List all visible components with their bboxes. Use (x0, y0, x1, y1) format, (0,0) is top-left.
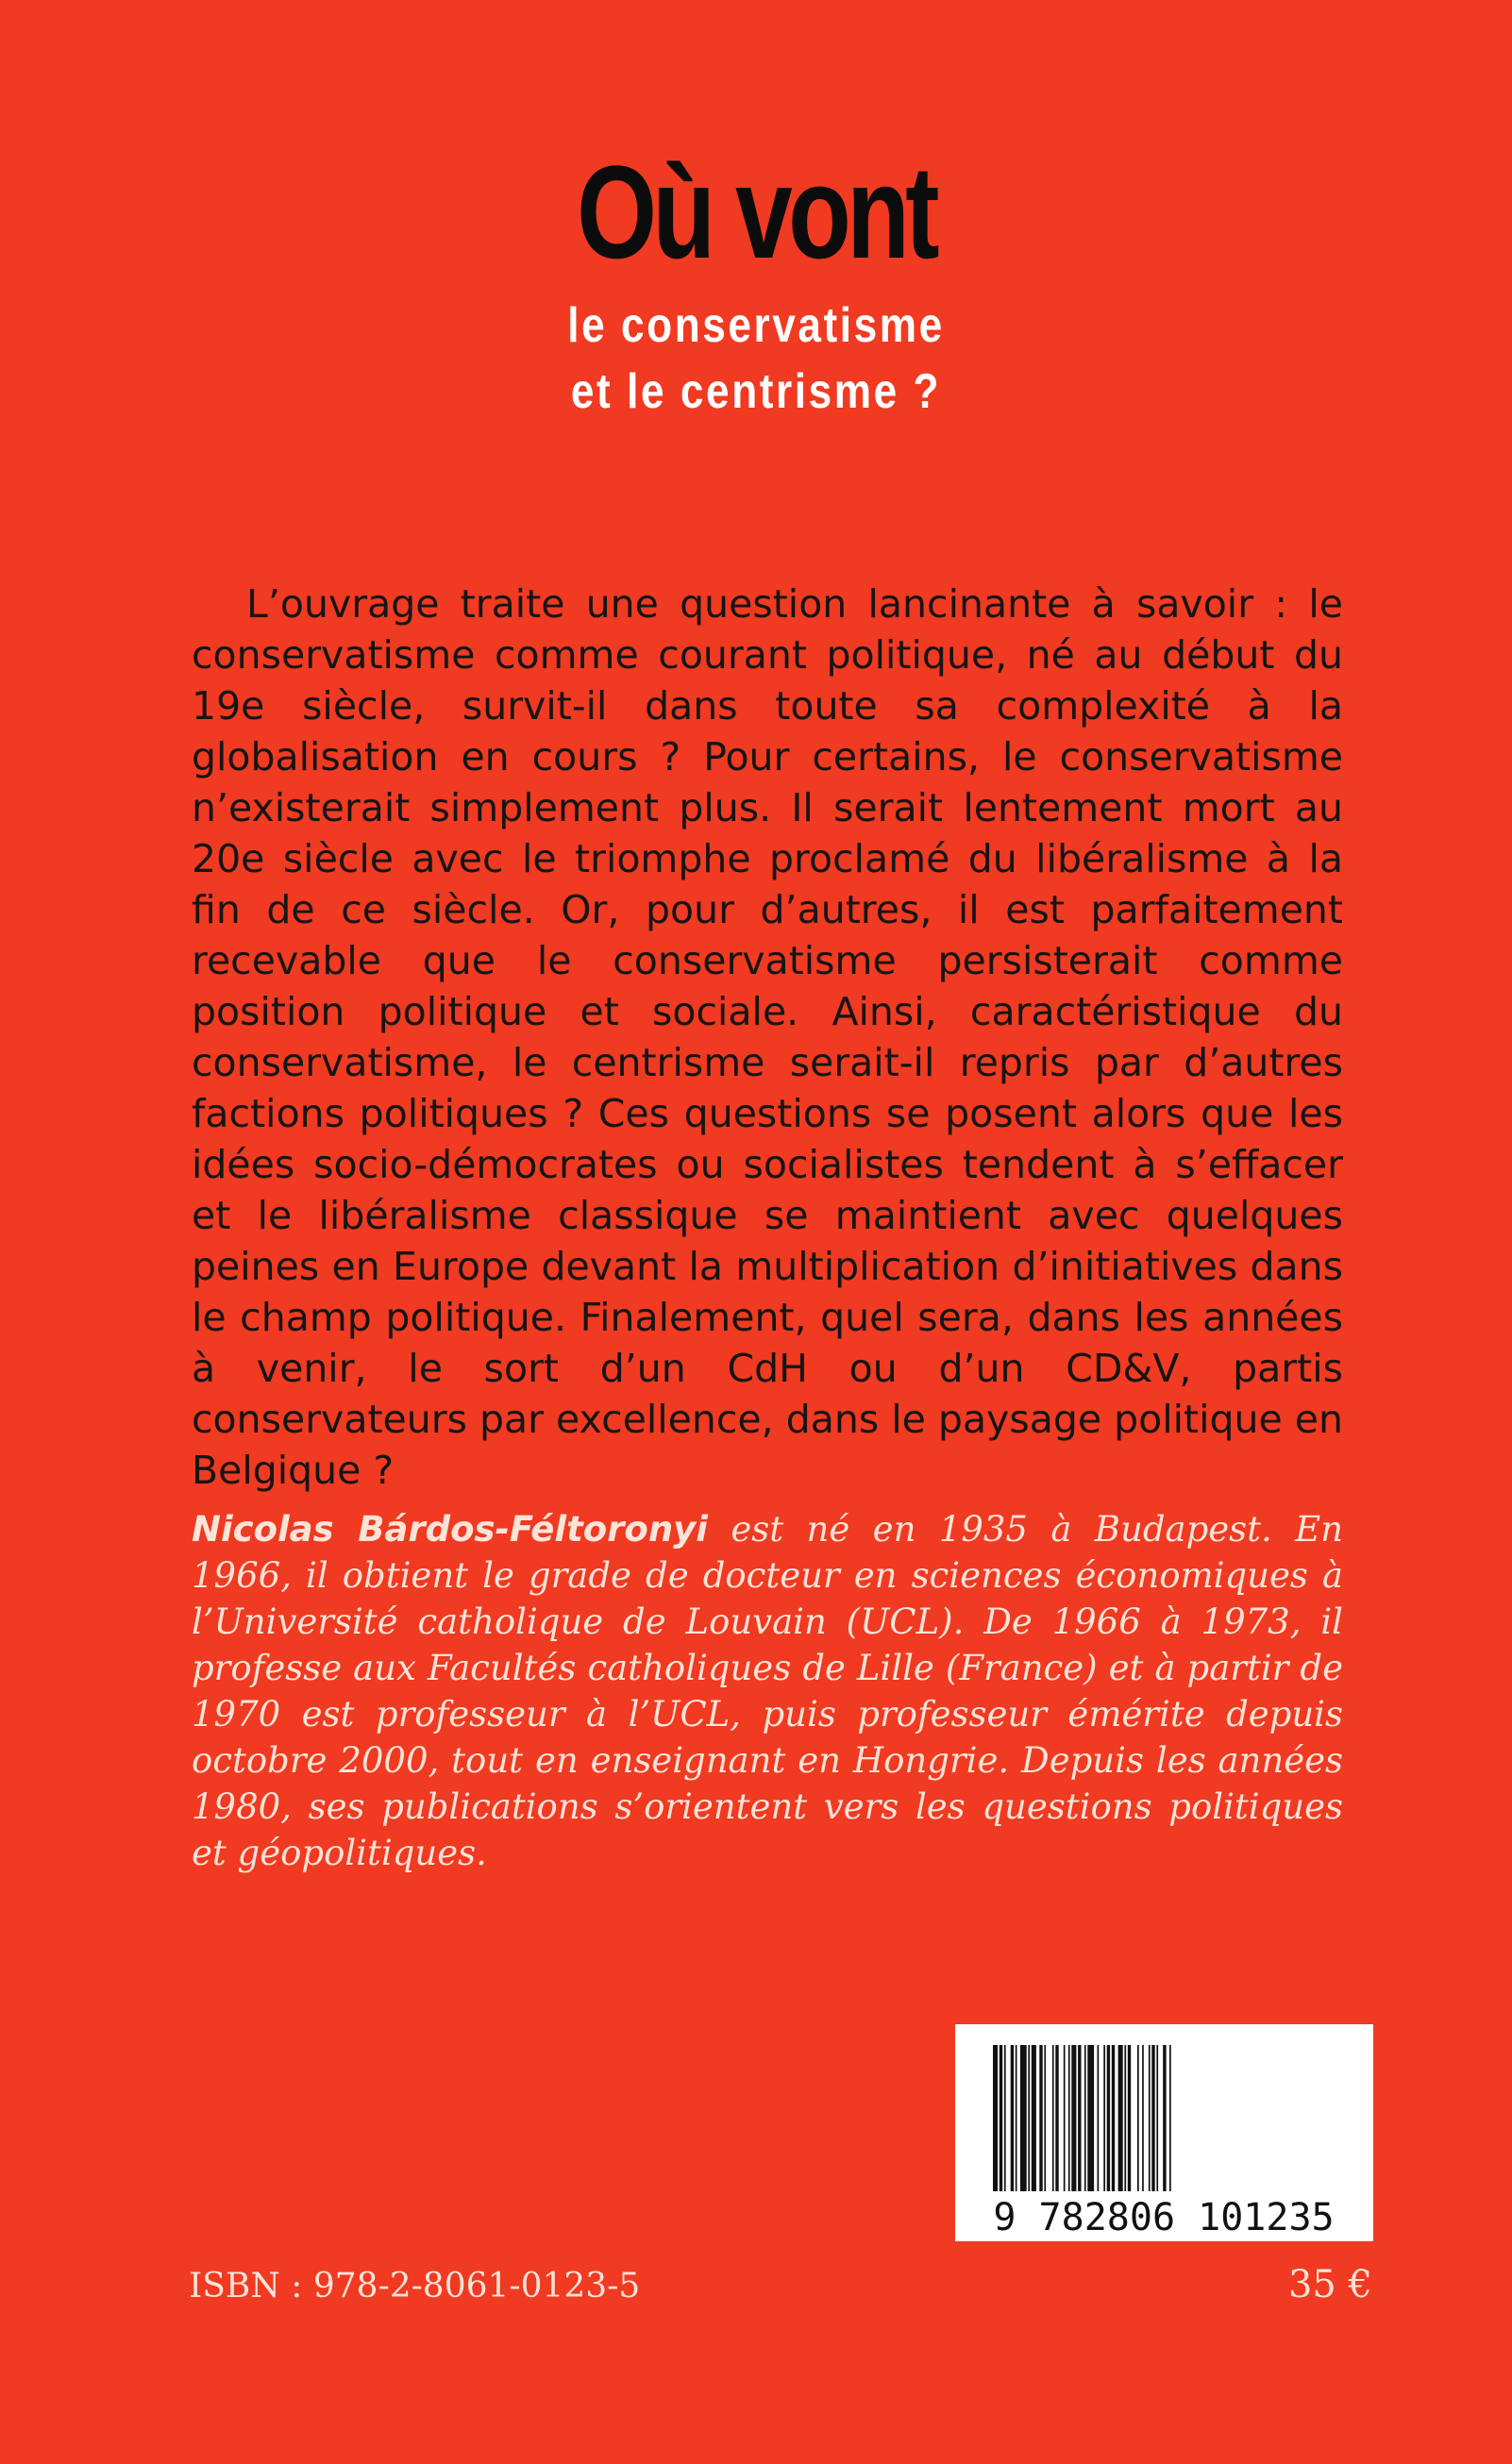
title-block (0, 138, 1512, 425)
barcode-bar (1107, 2045, 1110, 2191)
author-bio (192, 1506, 1343, 1876)
barcode-bar (1071, 2045, 1076, 2191)
barcode-bar (1103, 2045, 1105, 2191)
isbn: ISBN : 978-2-8061-0123-5 (189, 2267, 641, 2305)
barcode-digits: 9 782806 101235 (993, 2196, 1335, 2239)
barcode-bar (1151, 2045, 1154, 2191)
author-bio-text: est né en 1935 à Budapest. En 1966, il obtient le grade de docteur en sciences économiques à l’Université catholique de Louvain (UCL). De 1966 à 1973, il professe aux Facultés catholiques de Lille (France) et à partir de 1970 est professeur à l’UCL, puis professeur émérite depuis octobre 2000, tout en enseignant en Hongrie. Depuis les années 1980, ses publications s’orientent vers les questions politiques et géopolitiques. (192, 1509, 1343, 1873)
barcode-bar (1142, 2045, 1144, 2191)
title-main: Où vont (577, 138, 935, 286)
title-line-2: le conservatisme (567, 298, 945, 353)
barcode-bar (1055, 2045, 1058, 2191)
barcode-bar (1064, 2045, 1066, 2191)
barcode-bar (993, 2045, 998, 2191)
price: 35 € (1287, 2263, 1372, 2306)
barcode-bar (1011, 2045, 1014, 2191)
summary-paragraph: L’ouvrage traite une question lancinante à savoir : le conservatisme comme courant politique, né au début du 19e siècle, survit-il dans toute sa complexité à la globalisation en cours ? Pour certains, le conservatisme n’existerait simplement plus. Il serait lentement mort au 20e siècle avec le triomphe proclamé du libéralisme à la fin de ce siècle. Or, pour d’autres, il est parfaitement recevable que le conservatisme persisterait comme position politique et sociale. Ainsi, caractéristique du conservatisme, le centrisme serait-il repris par d’autres factions politiques ? Ces questions se posent alors que les idées socio-démocrates ou socialistes tendent à s’effacer et le libéralisme classique se maintient avec quelques peines en Europe devant la multiplication d’initiatives dans le champ politique. Finalement, quel sera, dans les années à venir, le sort d’un CdH ou d’un CD&V, partis conservateurs par excellence, dans le paysage politique en Belgique ? (192, 581, 1343, 1493)
barcode-bar (1032, 2045, 1036, 2191)
barcode-bar (1004, 2045, 1006, 2191)
barcode-bar (1156, 2045, 1158, 2191)
barcode-bar (1149, 2045, 1151, 2191)
barcode (955, 2024, 1373, 2241)
barcode-bar (1087, 2045, 1094, 2191)
title-line-3: et le centrisme ? (570, 364, 942, 419)
barcode-bar (1020, 2045, 1027, 2191)
barcode-bar (1016, 2045, 1017, 2191)
barcode-bar (1112, 2045, 1115, 2191)
barcode-bar (1000, 2045, 1002, 2191)
barcode-bar (1084, 2045, 1086, 2191)
barcode-bar (1039, 2045, 1042, 2191)
barcode-bar (1128, 2045, 1131, 2191)
barcode-bar (1028, 2045, 1030, 2191)
barcode-bar (1137, 2045, 1139, 2191)
barcode-bar (1124, 2045, 1126, 2191)
barcode-bar (1169, 2045, 1171, 2191)
barcode-bar (1163, 2045, 1166, 2191)
barcode-bar (1078, 2045, 1081, 2191)
barcode-graphic (955, 2024, 1373, 2241)
barcode-bar (1052, 2045, 1054, 2191)
barcode-bar (1068, 2045, 1070, 2191)
barcode-bar (1098, 2045, 1100, 2191)
author-name: Nicolas Bárdos-Féltoronyi (192, 1509, 708, 1550)
barcode-bar (1118, 2045, 1123, 2191)
barcode-bar (1044, 2045, 1046, 2191)
